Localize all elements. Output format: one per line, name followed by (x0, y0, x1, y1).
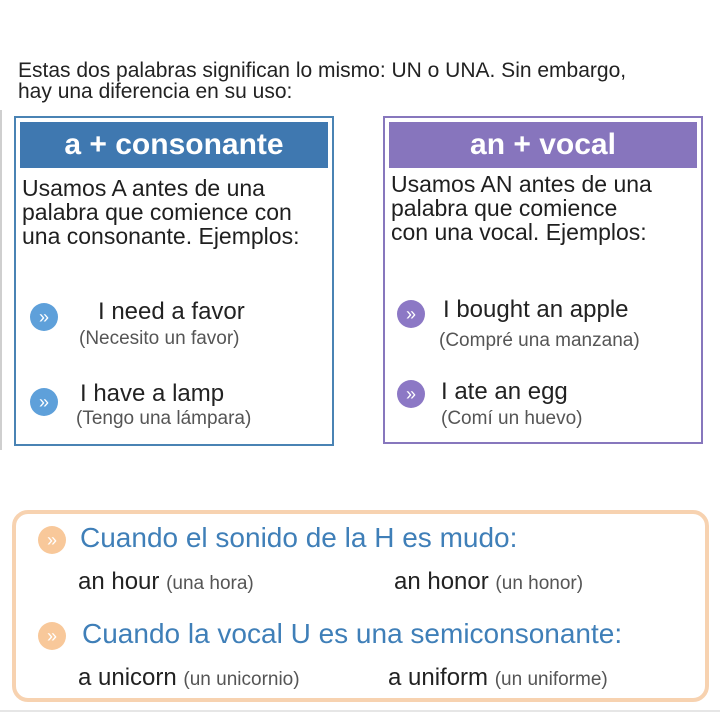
intro-line-2: hay una diferencia en su uso: (18, 80, 293, 103)
rule-example (78, 568, 254, 596)
rule-example (388, 664, 608, 692)
card-a-desc-line-2: palabra que comience con (22, 199, 292, 225)
example-english: I need a favor (98, 298, 245, 325)
bullet-icon: » (397, 300, 425, 328)
example-english: I have a lamp (80, 380, 225, 407)
rule-example-word: a unicorn (78, 664, 177, 691)
card-a-title: a + consonante (20, 122, 328, 168)
example-spanish: (Comí un huevo) (441, 408, 583, 429)
rule-example-word: an honor (394, 568, 489, 595)
rule-example (78, 664, 300, 692)
example-spanish: (Necesito un favor) (79, 328, 240, 349)
intro-text (18, 60, 708, 102)
example-english: I bought an apple (443, 296, 629, 323)
rule-example-translation: (un unicornio) (183, 669, 300, 690)
card-an-vowel (383, 116, 703, 444)
card-a-desc-line-1: Usamos A antes de una (22, 175, 265, 201)
intro-line-1: Estas dos palabras significan lo mismo: UN o UNA. Sin embargo, (18, 59, 627, 82)
rule-bullet-icon: » (38, 622, 66, 650)
card-an-desc-line-2: palabra que comience (391, 195, 618, 221)
rule-example-translation: (una hora) (166, 573, 254, 594)
bottom-divider (0, 710, 720, 712)
example-english: I ate an egg (441, 378, 568, 405)
rule-example-word: a uniform (388, 664, 489, 691)
rule-example-word: an hour (78, 568, 160, 595)
example-spanish: (Tengo una lámpara) (76, 408, 252, 429)
bullet-icon: » (30, 303, 58, 331)
bullet-icon: » (397, 380, 425, 408)
rule-title-u: Cuando la vocal U es una semiconsonante: (82, 618, 623, 649)
rule-example-translation: (un uniforme) (494, 669, 608, 690)
rule-example (394, 568, 583, 596)
card-an-description (391, 172, 695, 244)
exceptions-box (12, 510, 709, 702)
card-a-desc-line-3: una consonante. Ejemplos: (22, 223, 300, 249)
card-an-desc-line-1: Usamos AN antes de una (391, 171, 652, 197)
card-a-consonant (14, 116, 334, 446)
example-spanish: (Compré una manzana) (439, 330, 640, 351)
rule-title-h: Cuando el sonido de la H es mudo: (80, 522, 518, 553)
card-a-description (22, 176, 326, 248)
card-an-desc-line-3: con una vocal. Ejemplos: (391, 219, 647, 245)
rule-example-translation: (un honor) (495, 573, 584, 594)
card-an-title: an + vocal (389, 122, 697, 168)
bullet-icon: » (30, 388, 58, 416)
left-edge-line (0, 110, 2, 450)
rule-bullet-icon: » (38, 526, 66, 554)
